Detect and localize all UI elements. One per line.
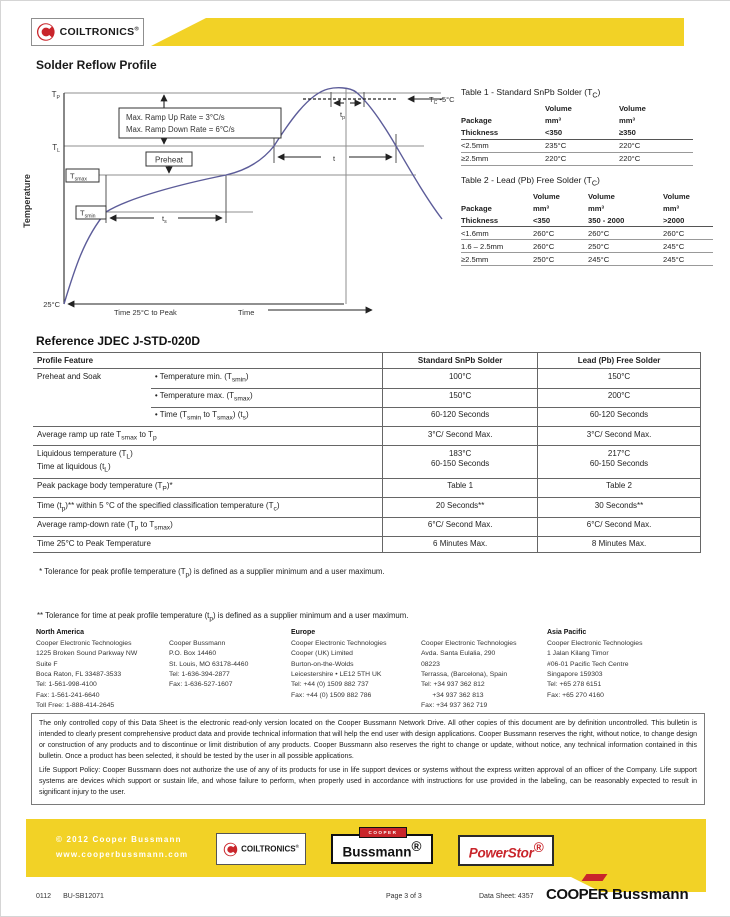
contact-column-asia-pacific	[547, 629, 675, 701]
table-row	[33, 353, 701, 369]
cell: Average ramp up rate $T_{smax}$ to $T_p$	[33, 427, 383, 446]
table1	[461, 103, 693, 166]
contact-line: Tel: 1-561-998-4100	[36, 681, 97, 689]
legal-paragraph-1: The only controlled copy of this Data Sheet is the electronic read-only version located on the Cooper Bussmann Network Drive. All other copies of this document are by definition uncontrolled. This bulletin is intended to clearly present comprehensive product data and provide technical information that will help the end user with design applications. Cooper Bussmann reserves the right, without notice, to change design or construction of any products and to discontinue or limit distribution of any products. Cooper Bussmann also reserves the right to change or update, without notice, any technical information contained in this bulletin. Once a product has been selected, it should be tested by the user in all possible applications.	[39, 720, 697, 760]
cooper-bussmann-logo	[546, 886, 711, 903]
ramp-down-note: Max. Ramp Down Rate = 6°C/s	[126, 125, 235, 134]
region-header: Asia Pacific	[547, 629, 587, 636]
table-row	[461, 227, 713, 240]
contact-line: Burton-on-the-Wolds	[291, 660, 354, 668]
contact-line: Tel: +34 937 362 812	[421, 681, 485, 689]
cell: 260°C	[588, 227, 663, 240]
table-row	[461, 240, 713, 253]
cell: • Time ($T_{smin}$ to $T_{smax}$) $(t_s)$	[151, 407, 383, 426]
copyright-line: © 2012 Cooper Bussmann	[56, 835, 182, 844]
cell: 150°C	[383, 388, 538, 407]
copyright	[56, 832, 188, 862]
table-row	[461, 139, 693, 152]
contact-line: St. Louis, MO 63178-4460	[169, 660, 249, 668]
contact-line: Fax: 1-636-527-1607	[169, 681, 233, 689]
table2-title: Table 2 - Lead (Pb) Free Solder $(T_C)$	[461, 174, 600, 188]
table-row	[461, 253, 713, 266]
cell: ≥2.5mm	[461, 152, 545, 165]
cell: Table 1	[383, 478, 538, 497]
cell: 245°C	[663, 253, 713, 266]
contact-line: 1225 Broken Sound Parkway NW	[36, 650, 138, 658]
tl-axis-label: $T_L$	[52, 143, 60, 154]
reference-heading: Reference JDEC J-STD-020D	[36, 334, 201, 348]
cell: Thickness	[461, 127, 545, 140]
table-row	[33, 446, 701, 479]
cell: 6°C/ Second Max.	[383, 517, 538, 536]
region-header: Europe	[291, 629, 316, 636]
cell: mm³	[619, 116, 636, 126]
website-url: www.cooperbussmann.com	[56, 850, 189, 860]
contact-line: Avda. Santa Eulalia, 290	[421, 650, 496, 658]
contact-line: Cooper Electronic Technologies	[421, 640, 517, 647]
contact-line: Cooper (UK) Limited	[291, 650, 353, 658]
tc-minus5-label: $T_C$ -5°C	[429, 95, 455, 106]
cell: ≥350	[619, 127, 693, 140]
cell: 245°C	[663, 240, 713, 253]
coiltronics-c-icon	[36, 22, 56, 42]
cell: • Temperature max. $(T_{smax})$	[151, 388, 383, 407]
cell: 350 - 2000	[588, 214, 663, 227]
cell: Peak package body temperature $(T_P)*$	[33, 478, 383, 497]
cell: Time 25°C to Peak Temperature	[33, 536, 383, 552]
cell: ≥2.5mm	[461, 253, 533, 266]
contact-line: Cooper Electronic Technologies	[291, 640, 387, 647]
contact-column-spain	[421, 629, 549, 711]
cell: Average ramp-down rate ($T_p$ to $T_{smax}$)	[33, 517, 383, 536]
cell: 100°C	[383, 369, 538, 388]
cell	[461, 190, 533, 202]
table-row	[461, 214, 713, 227]
cell: 235°C	[545, 139, 619, 152]
table-row	[33, 478, 701, 497]
footnote-2: ** Tolerance for time at peak profile temperature $(t_p)$ is defined as a supplier minimum and a user maximum.	[37, 611, 409, 623]
contacts	[36, 629, 708, 709]
logo-coiltronics	[216, 833, 306, 865]
cell: 260°C	[533, 227, 588, 240]
x-axis-label: Time	[238, 308, 255, 317]
legal-box	[31, 713, 705, 805]
table-row	[461, 202, 713, 214]
cell: Volume	[545, 104, 572, 114]
cell: 220°C	[545, 152, 619, 165]
cell: 3°C/ Second Max.	[538, 427, 701, 446]
cell: 260°C	[533, 240, 588, 253]
cell: 6 Minutes Max.	[383, 536, 538, 552]
table-row	[461, 190, 713, 202]
cell: <1.6mm	[461, 227, 533, 240]
reference-table-wrap	[33, 352, 701, 553]
doc-code	[36, 893, 104, 900]
tp-peak-label: $t_p$	[340, 110, 345, 121]
cell: mm³	[663, 203, 680, 213]
contact-column-cooper-bussmann	[169, 629, 297, 691]
ts-label: $t_s$	[162, 214, 167, 225]
table-row	[461, 152, 693, 165]
table-row	[33, 427, 701, 446]
brand-text: COILTRONICS®	[241, 844, 299, 854]
contact-line: Cooper Electronic Technologies	[547, 640, 643, 647]
contact-line: Tel: +65 278 6151	[547, 681, 602, 689]
cell: Volume	[619, 104, 646, 114]
footnote-1: * Tolerance for peak profile temperature $(T_p)$ is defined as a supplier minimum and a user maximum.	[37, 567, 385, 579]
table-row	[33, 498, 701, 517]
table2	[461, 190, 713, 266]
bussmann-box: Bussmann®	[331, 834, 433, 864]
page-indicator: Page 3 of 3	[386, 893, 422, 900]
origin-label: 25°C	[43, 300, 60, 309]
cell: • Temperature min. $(T_{smin})$	[151, 369, 383, 388]
cell: Table 2	[538, 478, 701, 497]
cell: mm³	[588, 203, 605, 213]
cell: <350	[533, 214, 588, 227]
bottom-yellow-band	[26, 819, 706, 877]
contact-line: Fax: +44 (0) 1509 882 786	[291, 691, 372, 699]
contact-line: Suite F	[36, 660, 58, 668]
table-row	[33, 369, 701, 388]
cell: 217°C 60-150 Seconds	[538, 446, 701, 479]
contact-line: P.O. Box 14460	[169, 650, 217, 658]
legal-paragraph-2: Life Support Policy: Cooper Bussmann does not authorize the use of any of its products for use in life support devices or systems without the express written approval of an officer of the Company. Life support systems are devices which support or sustain life, and whose failure to perform, when properly used in accordance with instructions for use provided in the labeling, can be reasonably expected to result in significant injury to the user.	[39, 767, 697, 797]
table1-title: Table 1 - Standard SnPb Solder $(T_C)$	[461, 87, 601, 100]
table-row	[461, 103, 693, 115]
registered-mark: ®	[533, 840, 544, 856]
cell: 250°C	[588, 240, 663, 253]
cell: 220°C	[619, 152, 693, 165]
datasheet-number: Data Sheet: 4357	[479, 893, 534, 900]
cooper-bussmann-text: COOPER Bussmann	[546, 886, 689, 903]
contact-line: 08223	[421, 660, 440, 668]
cell: 8 Minutes Max.	[538, 536, 701, 552]
brand-text: COILTRONICS®	[59, 26, 139, 38]
contact-line: #06-01 Pacific Tech Centre	[547, 660, 629, 668]
registered-mark: ®	[134, 26, 139, 33]
region-header	[169, 629, 297, 639]
cell: 60-120 Seconds	[538, 407, 701, 426]
cell: Thickness	[461, 214, 533, 227]
time-to-peak-label: Time 25°C to Peak	[114, 308, 177, 317]
cell: 20 Seconds**	[383, 498, 538, 517]
cell: Volume	[588, 191, 615, 201]
contact-line: Tel: 1-636-394-2877	[169, 670, 230, 678]
logo-powerstor: PowerStor®	[458, 835, 554, 866]
cell: 60-120 Seconds	[383, 407, 538, 426]
cell: <350	[545, 127, 619, 140]
cell: Package	[461, 203, 492, 213]
contact-column-north-america	[36, 629, 164, 711]
cooper-tab: COOPER	[359, 827, 407, 838]
cell: Time $(t_p)**$ within 5 °C of the specified classification temperature $(T_c)$	[33, 498, 383, 517]
cell: <2.5mm	[461, 139, 545, 152]
tsmax-label: $T_{smax}$	[70, 171, 87, 183]
ramp-up-note: Max. Ramp Up Rate = 3°C/s	[126, 113, 225, 122]
contact-line: Boca Raton, FL 33487-3533	[36, 670, 122, 678]
cell: 200°C	[538, 388, 701, 407]
cell: 245°C	[588, 253, 663, 266]
tp-axis-label: $T_P$	[51, 90, 60, 101]
preheat-label: Preheat	[154, 155, 184, 165]
cell: 30 Seconds**	[538, 498, 701, 517]
reference-table	[33, 352, 701, 553]
group-cell: Preheat and Soak	[33, 369, 151, 427]
contact-line: Cooper Electronic Technologies	[36, 640, 132, 647]
contact-line: Cooper Bussmann	[169, 640, 226, 647]
contact-line: +34 937 362 813	[421, 691, 484, 699]
column-header-feature: Profile Feature	[33, 353, 383, 369]
t-label: t	[333, 154, 336, 163]
cell: 260°C	[663, 227, 713, 240]
contact-line: Singapore 159303	[547, 670, 603, 678]
column-header-snpb: Standard SnPb Solder	[383, 353, 538, 369]
reflow-profile-chart	[16, 86, 461, 326]
contact-line: Terrassa, (Barcelona), Spain	[421, 670, 508, 678]
y-axis-label: Temperature	[22, 174, 32, 228]
cell: Volume	[533, 191, 560, 201]
top-yellow-band	[151, 18, 684, 46]
contact-line: Tel: +44 (0) 1509 882 737	[291, 681, 369, 689]
cell: 1.6 – 2.5mm	[461, 240, 533, 253]
coiltronics-header-logo	[31, 18, 144, 46]
cell: Liquidous temperature $(T_L)$ Time at liquidous $(t_L)$	[33, 446, 383, 479]
cell: 6°C/ Second Max.	[538, 517, 701, 536]
region-header: North America	[36, 629, 84, 636]
cell: Package	[461, 116, 492, 126]
logo-bussmann	[331, 827, 433, 867]
contact-column-europe	[291, 629, 419, 701]
contact-line: Fax: +34 937 362 719	[421, 701, 488, 709]
contact-line: Fax: 1-561-241-6640	[36, 691, 100, 699]
tsmin-label: $T_{smin}$	[80, 208, 96, 220]
cell: Volume	[663, 191, 690, 201]
table-row	[33, 517, 701, 536]
registered-mark: ®	[295, 844, 299, 850]
registered-mark: ®	[411, 838, 422, 854]
cell: mm³	[533, 203, 550, 213]
table-row	[461, 127, 693, 140]
contact-line: Toll Free: 1-888-414-2645	[36, 701, 115, 709]
column-header-pbfree: Lead (Pb) Free Solder	[538, 353, 701, 369]
solder-tables-panel	[461, 87, 713, 266]
doc-number: BU-SB12071	[63, 893, 104, 900]
cell: 220°C	[619, 139, 693, 152]
region-header	[421, 629, 549, 639]
cell: 183°C 60-150 Seconds	[383, 446, 538, 479]
cell: mm³	[545, 116, 562, 126]
contact-line: Leicestershire • LE12 5TH UK	[291, 670, 382, 678]
cell: 250°C	[533, 253, 588, 266]
doc-date-code: 0112	[36, 893, 52, 900]
coiltronics-c-icon	[223, 842, 238, 857]
page-title: Solder Reflow Profile	[36, 58, 157, 72]
contact-line: 1 Jalan Kilang Timor	[547, 650, 609, 658]
cell	[461, 103, 545, 115]
cell: >2000	[663, 214, 713, 227]
cell: 150°C	[538, 369, 701, 388]
contact-line: Fax: +65 270 4160	[547, 691, 604, 699]
table-row	[461, 115, 693, 127]
cell: 3°C/ Second Max.	[383, 427, 538, 446]
